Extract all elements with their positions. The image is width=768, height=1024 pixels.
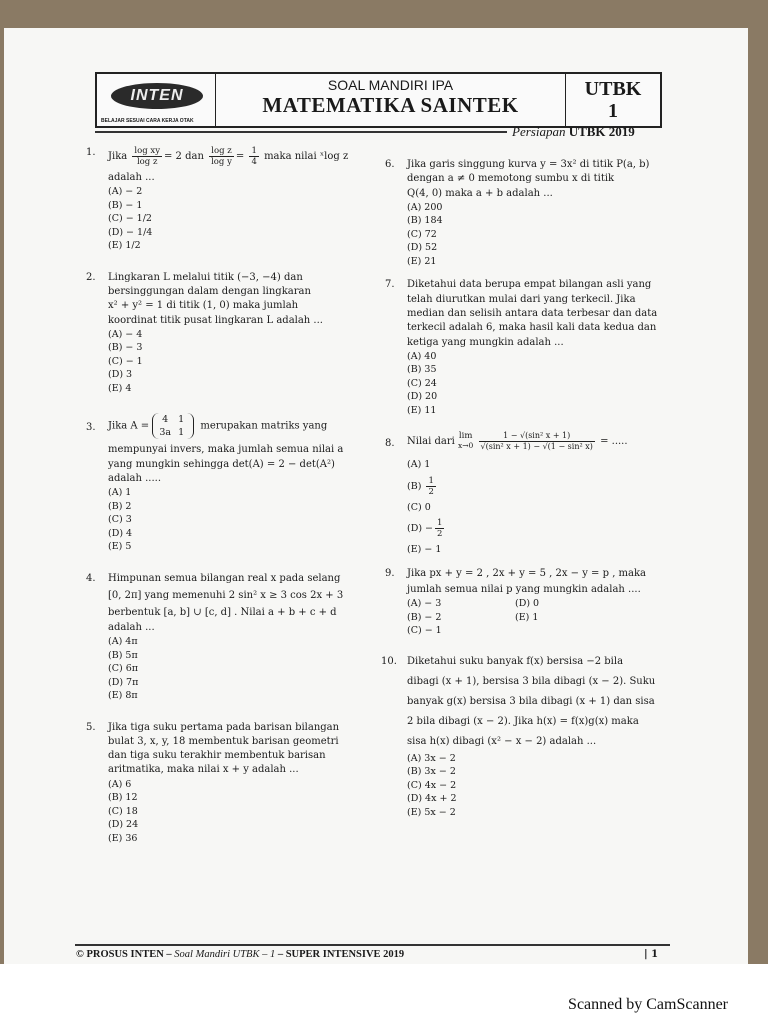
fraction: $\frac{\text{log z}}{\text{log y}}$ xyxy=(211,146,232,167)
text: Diketahui data berupa empat bilangan asli yang xyxy=(407,279,652,291)
option: (B) 184 xyxy=(407,215,443,227)
option: (B) $\frac{1}{2}$ xyxy=(407,475,434,497)
text: Jika tiga suku pertama pada barisan bilangan xyxy=(108,721,340,733)
text: telah diurutkan mulai dari yang terkecil. Jika xyxy=(407,293,636,305)
option: (A) − 4 xyxy=(108,328,143,340)
question-1 xyxy=(86,146,368,253)
code-top: UTBK xyxy=(584,78,642,100)
option: (B) 3x − 2 xyxy=(407,766,456,778)
question-7 xyxy=(385,278,675,417)
text: maka nilai xyxy=(264,151,317,162)
text: = 2 dan xyxy=(164,151,204,162)
option: (B) 2 xyxy=(108,500,132,512)
inten-logo xyxy=(97,74,216,126)
text: aritmatika, maka nilai x + y adalah ... xyxy=(108,764,299,776)
persiapan-label: Persiapan UTBK 2019 xyxy=(512,124,635,139)
option: (E) 5 xyxy=(108,541,132,553)
text: adalah ..... xyxy=(108,473,161,485)
page-number: | 1 xyxy=(644,949,659,960)
text: ketiga yang mungkin adalah ... xyxy=(407,336,564,348)
option: (D) 24 xyxy=(108,819,139,831)
option: (C) 18 xyxy=(108,805,138,817)
logo-text: INTEN xyxy=(111,83,203,109)
option: (D) 7π xyxy=(108,676,139,688)
question-10 xyxy=(381,652,675,820)
text: berbentuk [a, b] ∪ [c, d] . Nilai a + b + c + d xyxy=(108,607,337,619)
question-5 xyxy=(86,721,368,846)
code-bottom: 1 xyxy=(608,100,618,122)
header-rule xyxy=(95,131,507,133)
option: (B) − 3 xyxy=(108,342,143,354)
text: Jika A =4 1 3a 1 merupakan matriks yang xyxy=(108,414,328,439)
question-number: 6. xyxy=(385,159,395,170)
option: (E) 11 xyxy=(407,404,437,416)
option: (C) 72 xyxy=(407,228,437,240)
option: (D) 4x + 2 xyxy=(407,793,457,805)
text: koordinat titik pusat lingkaran L adalah ... xyxy=(108,314,323,326)
option: (E) 1 xyxy=(515,611,539,623)
text: bulat 3, x, y, 18 membentuk barisan geometri xyxy=(108,735,339,747)
fraction: $\frac{1}{4}$ xyxy=(251,146,257,167)
option: (E) 4 xyxy=(108,382,132,394)
option: (E) 5x − 2 xyxy=(407,806,456,818)
question-number: 2. xyxy=(86,271,96,283)
question-2 xyxy=(86,271,368,396)
text: dengan a ≠ 0 memotong sumbu x di titik xyxy=(407,173,615,185)
text: Himpunan semua bilangan real x pada selang xyxy=(108,572,341,584)
text: Lingkaran L melalui titik (−3, −4) dan xyxy=(108,271,303,283)
option: (C) 4x − 2 xyxy=(407,779,457,791)
text: yang mungkin sehingga det(A) = 2 − det(A²) xyxy=(108,458,335,470)
text: banyak g(x) bersisa 3 bila dibagi (x + 1) dan sisa xyxy=(407,695,655,707)
text: adalah ... xyxy=(108,172,155,183)
option: (A) 4π xyxy=(108,636,138,648)
text: ˣlog z xyxy=(319,151,349,162)
text: Jika px + y = 2 , 2x + y = 5 , 2x − y = p , maka xyxy=(407,567,647,579)
option: (B) − 1 xyxy=(108,199,143,211)
text: sisa h(x) dibagi (x² − x − 2) adalah ... xyxy=(407,735,597,747)
option: (E) 1/2 xyxy=(108,240,141,252)
text: adalah ... xyxy=(108,621,155,633)
header-code xyxy=(566,74,660,126)
text: dibagi (x + 1), bersisa 3 bila dibagi (x − 2). Suku xyxy=(407,675,656,687)
option: (C) 0 xyxy=(407,501,431,513)
left-column xyxy=(86,146,368,845)
option: (A) 200 xyxy=(407,201,443,213)
option: (C) − 1 xyxy=(407,625,442,637)
option: (B) 35 xyxy=(407,364,437,376)
option: (E) 8π xyxy=(108,690,138,702)
option: (D) 0 xyxy=(515,598,540,610)
text: Jika xyxy=(108,151,128,162)
question-3 xyxy=(86,413,368,553)
question-9 xyxy=(385,567,675,638)
limit-expression: Nilai dari lim x→0 $\frac{\text{1 − √(sin² x + 1)}}{\text{√(sin² x + 1) − √(1 − sin² x)}}$ = ..... xyxy=(407,431,628,452)
text: median dan selisih antara data terbesar dan data xyxy=(407,307,658,319)
option: (D) 3 xyxy=(108,369,133,381)
logo-tagline: BELAJAR SESUAI CARA KERJA OTAK xyxy=(101,118,194,124)
document-header xyxy=(95,72,662,128)
option: (C) 24 xyxy=(407,377,437,389)
option: (B) − 2 xyxy=(407,611,442,623)
option: (A) 3x − 2 xyxy=(407,752,456,764)
text: mempunyai invers, maka jumlah semua nilai a xyxy=(108,444,344,456)
text: Q(4, 0) maka a + b adalah ... xyxy=(407,187,553,199)
option: (D) 20 xyxy=(407,391,438,403)
footer-text: © PROSUS INTEN – Soal Mandiri UTBK – 1 – SUPER INTENSIVE 2019 xyxy=(76,949,405,960)
option: (B) 12 xyxy=(108,792,138,804)
text: jumlah semua nilai p yang mungkin adalah .... xyxy=(407,584,641,596)
right-column xyxy=(381,158,675,819)
option: (C) 3 xyxy=(108,514,132,526)
question-number: 3. xyxy=(86,422,96,434)
header-subject: SOAL MANDIRI IPA xyxy=(327,77,454,93)
question-4 xyxy=(86,572,368,703)
text: bersinggungan dalam dengan lingkaran xyxy=(108,286,311,298)
question-number: 10. xyxy=(381,655,397,667)
option: (E) 21 xyxy=(407,255,437,267)
question-number: 1. xyxy=(86,147,96,158)
text: terkecil adalah 6, maka hasil kali data kedua dan xyxy=(407,322,657,334)
question-number: 9. xyxy=(385,567,395,579)
scanner-watermark: Scanned by CamScanner xyxy=(568,996,728,1013)
text: Jika garis singgung kurva y = 3x² di titik P(a, b) xyxy=(407,159,650,170)
option: (A) 6 xyxy=(108,778,132,790)
option: (E) 36 xyxy=(108,832,138,844)
option: (D) 52 xyxy=(407,242,438,254)
question-number: 8. xyxy=(385,438,395,450)
options-row xyxy=(407,611,675,625)
matrix-a: 4 1 3a 1 xyxy=(152,413,194,439)
question-number: 4. xyxy=(86,572,96,584)
option: (A) − 2 xyxy=(108,186,143,198)
option: (D) − 1/4 xyxy=(108,226,153,238)
text: x² + y² = 1 di titik (1, 0) maka jumlah xyxy=(108,300,299,312)
text: = xyxy=(235,151,245,162)
header-titles xyxy=(216,74,566,126)
option: (C) − 1/2 xyxy=(108,213,152,225)
option: (A) 40 xyxy=(407,350,437,362)
option: (A) 1 xyxy=(108,487,132,499)
option: (D) 4 xyxy=(108,527,133,539)
question-6 xyxy=(385,158,675,268)
option: (A) 1 xyxy=(407,459,431,471)
options-row xyxy=(407,597,675,611)
scan-margin xyxy=(0,964,768,1024)
question-number: 7. xyxy=(385,279,395,291)
option: (B) 5π xyxy=(108,649,138,661)
text: [0, 2π] yang memenuhi 2 sin² x ≥ 3 cos 2x + 3 xyxy=(108,590,344,602)
question-8 xyxy=(385,431,675,557)
text: dan tiga suku terakhir membentuk barisan xyxy=(108,750,326,762)
option: (C) 6π xyxy=(108,663,138,675)
option: (D) − $\frac{1}{2}$ xyxy=(407,518,443,540)
footer-rule xyxy=(75,944,670,946)
header-title: MATEMATIKA SAINTEK xyxy=(262,93,519,117)
option: (C) − 1 xyxy=(108,355,143,367)
text: 2 bila dibagi (x − 2). Jika h(x) = f(x)g(x) maka xyxy=(407,715,639,727)
option: (E) − 1 xyxy=(407,544,442,556)
question-number: 5. xyxy=(86,721,96,733)
option: (A) − 3 xyxy=(407,598,442,610)
text: Diketahui suku banyak f(x) bersisa −2 bila xyxy=(407,655,624,667)
fraction: $\frac{\text{log xy}}{\text{log z}}$ xyxy=(134,146,160,167)
